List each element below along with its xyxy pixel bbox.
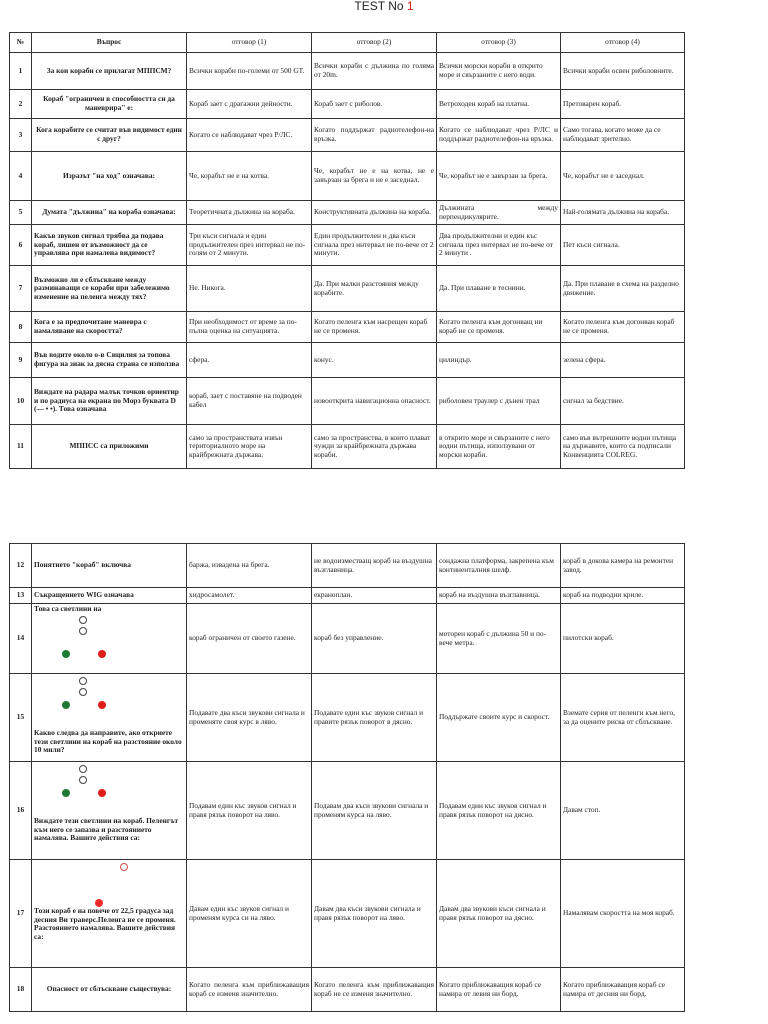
question-number: 12 xyxy=(10,544,32,588)
answer-option-3: Когато пеленга към догонващ ни кораб не се променя. xyxy=(437,312,561,343)
answer-option-4: само във вътрешните водни пътища на държавите, които са подписали Конвенцията COLREG. xyxy=(561,425,685,469)
answer-option-1: Три къси сигнала и един продължителен през интервал не по- голям от 2 минути. xyxy=(187,225,312,266)
red-sidelight xyxy=(98,701,106,709)
table-row xyxy=(10,53,685,90)
question-number: 15 xyxy=(10,674,32,762)
table-row xyxy=(10,762,685,860)
answer-option-4: Всички кораби освен риболовните. xyxy=(561,53,685,90)
question-number: 2 xyxy=(10,90,32,119)
navigation-lights-figure xyxy=(32,762,179,859)
answer-option-4: пилотски кораб. xyxy=(561,604,685,674)
questions-table-2 xyxy=(9,543,685,1012)
question-text: Кораб "ограничен в способността си да маневрира" е: xyxy=(32,90,187,119)
red-sidelight xyxy=(98,650,106,658)
question-text xyxy=(32,762,187,860)
answer-option-1: баржа, извадена на брега. xyxy=(187,544,312,588)
header-answer-2: отговор (2) xyxy=(312,33,437,53)
answer-option-3: сондажна платформа, закрепена към континенталния шелф. xyxy=(437,544,561,588)
answer-option-3: риболовен траулер с дънен трал xyxy=(437,378,561,425)
white-masthead-light xyxy=(120,863,128,871)
question-text: Опасност от сблъскване съществува: xyxy=(32,968,187,1012)
header-answer-4: отговор (4) xyxy=(561,33,685,53)
question-number: 11 xyxy=(10,425,32,469)
answer-option-2: Когато поддържат радиотелефон-на връзка. xyxy=(312,119,437,152)
question-number: 14 xyxy=(10,604,32,674)
answer-option-1: хидросамолет. xyxy=(187,588,312,604)
answer-option-4: Че, корабът не е заседнал. xyxy=(561,152,685,201)
answer-option-4: Намалявам скоростта на моя кораб. xyxy=(561,860,685,968)
answer-option-3: цилиндър. xyxy=(437,343,561,378)
answer-option-4: Да. При плаване в схема на разделно движение. xyxy=(561,266,685,312)
answer-option-4: Вземате серия от пеленги към него, за да оцените риска от сблъскване. xyxy=(561,674,685,762)
table-row xyxy=(10,674,685,762)
answer-option-4: Когато приближаващия кораб се намира от десния ни борд. xyxy=(561,968,685,1012)
answer-option-3: Че, корабът не е завързан за брега. xyxy=(437,152,561,201)
answer-option-1: само за пространствата извън териториалното море на крайбрежната държава. xyxy=(187,425,312,469)
answer-option-3: Подавам един къс звуков сигнал и правя рязък поворот на дясно. xyxy=(437,762,561,860)
answer-option-1: Не. Никога. xyxy=(187,266,312,312)
answer-option-3: Когато приближаващия кораб се намира от левия ни борд. xyxy=(437,968,561,1012)
answer-option-1: кораб, зает с поставяне на подводен кабел xyxy=(187,378,312,425)
question-number: 5 xyxy=(10,201,32,225)
answer-option-4: сигнал за бедствие. xyxy=(561,378,685,425)
question-number: 6 xyxy=(10,225,32,266)
answer-option-2: кораб без управление. xyxy=(312,604,437,674)
question-text: Този кораб е на повече от 22,5 градуса зад десния Ви траверс.Пеленга не се променя. Разстоянието намалява. Вашите действия са: xyxy=(34,906,176,941)
answer-option-2: Конструктивната дължина на кораба. xyxy=(312,201,437,225)
answer-option-2: Кораб зает с риболов. xyxy=(312,90,437,119)
answer-option-2: Когато пеленга към насрещен кораб не се променя. xyxy=(312,312,437,343)
answer-option-2: Всички кораби с дължина по голяма от 20m. xyxy=(312,53,437,90)
question-text: Понятието "кораб" включва xyxy=(32,544,187,588)
answer-option-4: кораб на подводни криле. xyxy=(561,588,685,604)
white-light xyxy=(79,677,87,685)
question-number: 8 xyxy=(10,312,32,343)
question-number: 4 xyxy=(10,152,32,201)
answer-option-3: Когато се наблюдават чрез Р/ЛС и поддържат радиотелефон-на връзка. xyxy=(437,119,561,152)
question-text: Кога корабите се считат във видимост един с друг? xyxy=(32,119,187,152)
answer-option-2: Когато пеленга към приближаващия кораб не се изменя значително. xyxy=(312,968,437,1012)
title-number: 1 xyxy=(406,0,414,13)
white-light xyxy=(79,765,87,773)
answer-option-1: Кораб зает с драгажни дейности. xyxy=(187,90,312,119)
question-text: Възможно ли е сблъскване между разминаващи се кораби при забележимо изменение на пеленга между тях? xyxy=(32,266,187,312)
question-text xyxy=(32,860,187,968)
answer-option-4: Само тогава, когато може да се наблюдават зрително. xyxy=(561,119,685,152)
table-row xyxy=(10,425,685,469)
question-number: 13 xyxy=(10,588,32,604)
question-number: 1 xyxy=(10,53,32,90)
answer-option-2: не водоизместващ кораб на въздушна възглавница. xyxy=(312,544,437,588)
question-text: Какво следва да направите, ако откриете тези светлини на кораб на разстояние около 10 мили? xyxy=(34,728,182,755)
navigation-lights-figure xyxy=(32,674,182,761)
table-row xyxy=(10,588,685,604)
answer-option-2: екраноплан. xyxy=(312,588,437,604)
answer-option-3: Дължината между перпендикулярите. xyxy=(437,201,561,225)
table-row xyxy=(10,90,685,119)
answer-option-2: Подавам два къси звукови сигнала и променям курса на ляво. xyxy=(312,762,437,860)
answer-option-2: Подавате един къс звуков сигнал и правите рязък поворот в дясно. xyxy=(312,674,437,762)
answer-option-2: Един продължителен и два къси сигнала през интервал не по-вече от 2 минути. xyxy=(312,225,437,266)
answer-option-2: Да. При малки разстояния между корабите. xyxy=(312,266,437,312)
question-text: Думата "дължина" на кораба означава: xyxy=(32,201,187,225)
answer-option-3: в открито море и свързаните с него водни пътища, използувани от морски кораби. xyxy=(437,425,561,469)
questions-table-1 xyxy=(9,32,685,469)
table-row xyxy=(10,266,685,312)
table-row xyxy=(10,378,685,425)
question-text: Виждате на радара малък точков ориентир и по радиуса на екрана по Морз буквата D (— • •). Това означава xyxy=(32,378,187,425)
question-text: Изразът "на ход" означава: xyxy=(32,152,187,201)
table-row xyxy=(10,604,685,674)
answer-option-2: Че, корабът не е на котва, не е завързан за брега и не е заседнал. xyxy=(312,152,437,201)
question-text xyxy=(32,604,187,674)
answer-option-2: само за пространства, в които плават чужди за крайбрежната държава кораби. xyxy=(312,425,437,469)
answer-option-2: конус. xyxy=(312,343,437,378)
question-number: 3 xyxy=(10,119,32,152)
table-row xyxy=(10,225,685,266)
header-question: Въпрос xyxy=(32,33,187,53)
question-text: Виждате тези светлини на кораб. Пеленгът към него се запазва и разстоянието намалява. Вашите действия са: xyxy=(34,816,179,843)
header-answer-1: отговор (1) xyxy=(187,33,312,53)
answer-option-1: При необходимост от време за по-пълна оценка на ситуацията. xyxy=(187,312,312,343)
answer-option-4: зелена сфера. xyxy=(561,343,685,378)
question-number: 17 xyxy=(10,860,32,968)
answer-option-1: Когато пеленга към приближаващия кораб се изменя значително. xyxy=(187,968,312,1012)
question-text: За кои кораби се прилагат МППСМ? xyxy=(32,53,187,90)
answer-option-1: Че, корабът не е на котва. xyxy=(187,152,312,201)
answer-option-3: Ветроходен кораб на платна. xyxy=(437,90,561,119)
answer-option-3: моторен кораб с дължина 50 и по-вече метра. xyxy=(437,604,561,674)
answer-option-1: сфера. xyxy=(187,343,312,378)
question-text: Съкращението WIG означава xyxy=(32,588,187,604)
table-row xyxy=(10,152,685,201)
table-row xyxy=(10,860,685,968)
white-light xyxy=(79,616,87,624)
answer-option-1: кораб ограничен от своето газене. xyxy=(187,604,312,674)
table-row xyxy=(10,312,685,343)
green-sidelight xyxy=(62,650,70,658)
answer-option-1: Подавам един къс звуков сигнал и правя рязък поворот на ляво. xyxy=(187,762,312,860)
table-row xyxy=(10,968,685,1012)
question-text: Във водите около о-в Сицилия за топова фигура на знак за дясна страна се използва xyxy=(32,343,187,378)
header-number: № xyxy=(10,33,32,53)
table-row xyxy=(10,201,685,225)
table-row xyxy=(10,343,685,378)
navigation-lights-figure xyxy=(32,604,172,673)
page-title xyxy=(0,0,768,12)
question-text: Какъв звуков сигнал трябва да подава кораб, лишен от възможност да се управлява при намалена видимост? xyxy=(32,225,187,266)
question-text: Кога е за предпочитане маневра с намаляване на скоростта? xyxy=(32,312,187,343)
question-number: 16 xyxy=(10,762,32,860)
white-light xyxy=(79,688,87,696)
table-row xyxy=(10,544,685,588)
answer-option-4: Най-голямата дължина на кораба. xyxy=(561,201,685,225)
answer-option-3: Поддържате своите курс и скорост. xyxy=(437,674,561,762)
question-number: 18 xyxy=(10,968,32,1012)
answer-option-4: Пет къси сигнала. xyxy=(561,225,685,266)
answer-option-3: Давам два звукови къси сигнала и правя рязък поворот на дясно. xyxy=(437,860,561,968)
answer-option-2: новооткрита навигационна опасност. xyxy=(312,378,437,425)
answer-option-1: Всички кораби по-големи от 500 GT. xyxy=(187,53,312,90)
answer-option-1: Давам един къс звуков сигнал и променям курса си на ляво. xyxy=(187,860,312,968)
question-number: 10 xyxy=(10,378,32,425)
question-number: 9 xyxy=(10,343,32,378)
green-sidelight xyxy=(62,789,70,797)
answer-option-1: Когато се наблюдават чрез Р/ЛС. xyxy=(187,119,312,152)
answer-option-4: Давам стоп. xyxy=(561,762,685,860)
answer-option-4: Претоварен кораб. xyxy=(561,90,685,119)
answer-option-3: Два продължителни и един къс сигнала през интервал не по-вече от 2 минути . xyxy=(437,225,561,266)
answer-option-1: Подавате два къси звукови сигнала и променяте своя курс в ляво. xyxy=(187,674,312,762)
navigation-lights-figure xyxy=(32,860,176,967)
header-answer-3: отговор (3) xyxy=(437,33,561,53)
white-light xyxy=(79,627,87,635)
answer-option-3: Всички морски кораби в открито море и свързаните с него води. xyxy=(437,53,561,90)
question-text xyxy=(32,674,187,762)
white-light xyxy=(79,776,87,784)
title-prefix: TEST No xyxy=(354,0,407,13)
answer-option-1: Теоретичната дължина на кораба. xyxy=(187,201,312,225)
answer-option-3: кораб на въздушна възглавница. xyxy=(437,588,561,604)
question-text: Това са светлини на xyxy=(34,604,102,613)
answer-option-3: Да. При плаване в теснини. xyxy=(437,266,561,312)
answer-option-4: кораб в докова камера на ремонтен завод. xyxy=(561,544,685,588)
answer-option-2: Давам два къси звукови сигнала и правя рязък поворот на ляво. xyxy=(312,860,437,968)
table-row xyxy=(10,119,685,152)
question-text: МППСС са приложими xyxy=(32,425,187,469)
green-sidelight xyxy=(62,701,70,709)
red-sidelight xyxy=(98,789,106,797)
table-header xyxy=(10,33,685,53)
question-number: 7 xyxy=(10,266,32,312)
answer-option-4: Когато пеленга към догонван кораб не се променя. xyxy=(561,312,685,343)
